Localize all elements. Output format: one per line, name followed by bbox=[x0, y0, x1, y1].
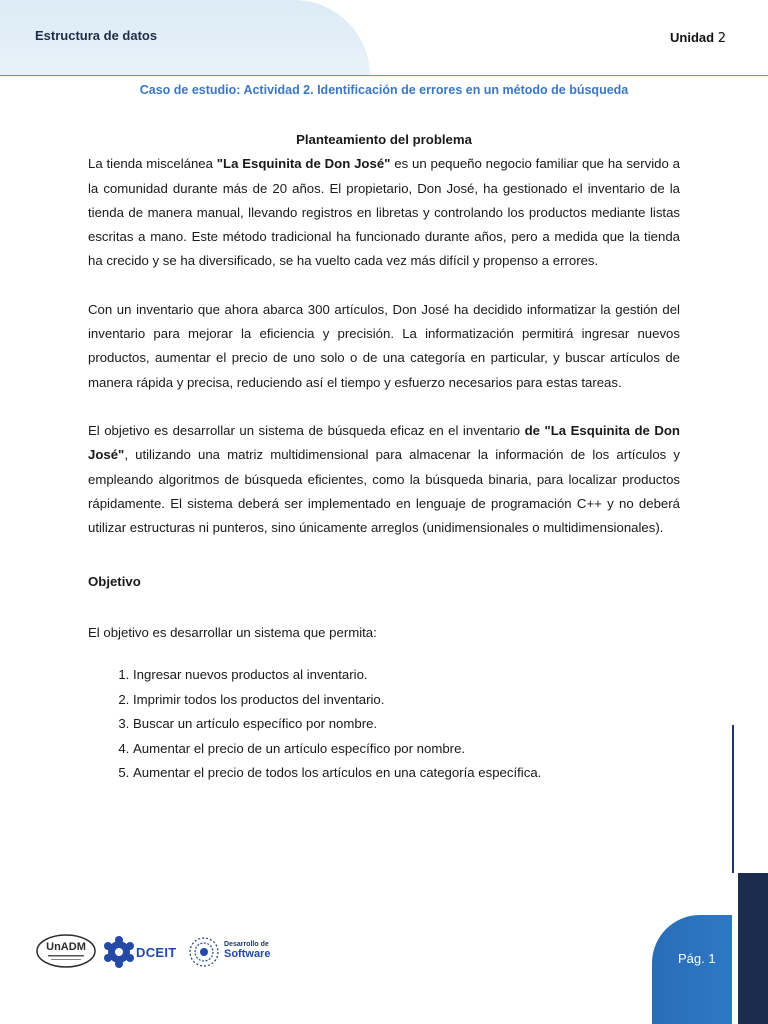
right-accent-block bbox=[738, 873, 768, 1024]
p3-text-a: El objetivo es desarrollar un sistema de búsqueda eficaz en el inventario bbox=[88, 422, 525, 438]
p1-store-name: "La Esquinita de Don José" bbox=[216, 156, 391, 172]
header-divider bbox=[0, 75, 768, 76]
page-header bbox=[0, 0, 768, 76]
dceit-logo-text: DCEIT bbox=[136, 945, 177, 960]
unit-number: 2 bbox=[717, 31, 726, 46]
objective-list bbox=[88, 663, 680, 786]
document-subtitle: Caso de estudio: Actividad 2. Identificación de errores en un método de búsqueda bbox=[139, 83, 629, 97]
p3-text-c: , utilizando una matriz multidimensional para almacenar la información de los artículos y empleando algoritmos de búsqueda eficientes, como la búsqueda binaria, para localizar productos rápidamente. El sistema deberá ser implementado en lenguaje de programación C++ y no deberá utilizar estructuras ni punteros, sino únicamente arreglos (unidimensionales o multidimensionales). bbox=[88, 447, 680, 536]
list-item: 5. Aumentar el precio de todos los artículos en una categoría específica. bbox=[133, 761, 680, 786]
list-item: 2. Imprimir todos los productos del inventario. bbox=[133, 688, 680, 713]
unadm-logo bbox=[36, 934, 96, 968]
software-dots-icon bbox=[186, 936, 222, 968]
unit-label: Unidad bbox=[670, 30, 715, 45]
spacer bbox=[88, 395, 680, 419]
paragraph-3 bbox=[88, 419, 680, 540]
p3-store-name: de "La Esquinita de Don José" bbox=[88, 422, 680, 463]
list-item: 3. Buscar un artículo específico por nombre. bbox=[133, 712, 680, 737]
document-body bbox=[88, 128, 680, 786]
spacer bbox=[88, 274, 680, 298]
page-number: Pág. 1 bbox=[678, 951, 716, 966]
section-title: Planteamiento del problema bbox=[296, 132, 472, 147]
list-item: 1. Ingresar nuevos productos al inventario. bbox=[133, 663, 680, 688]
software-logo-line1: Desarrollo de bbox=[224, 941, 269, 948]
right-accent-line bbox=[732, 725, 734, 873]
unadm-logo-text: UnADM bbox=[46, 941, 86, 953]
footer-logos bbox=[36, 932, 276, 972]
objective-intro: El objetivo es desarrollar un sistema que permita: bbox=[88, 624, 377, 640]
software-logo-line2: Software bbox=[224, 948, 271, 960]
objective-title: Objetivo bbox=[88, 574, 141, 590]
p1-text-a: La tienda miscelánea bbox=[88, 156, 217, 172]
unit-indicator bbox=[670, 30, 726, 46]
paragraph-2: Con un inventario que ahora abarca 300 artículos, Don José ha decidido informatizar la gestión del inventario para mejorar la eficiencia y precisión. La informatización permitirá ingresar nuevos productos, aumentar el precio de uno solo o de una categoría en particular, y buscar artículos de manera rápida y precisa, reduciendo así el tiempo y esfuerzo necesarios para estas tareas. bbox=[88, 301, 680, 390]
p1-text-c: es un pequeño negocio familiar que ha servido a la comunidad durante más de 20 años. El propietario, Don José, ha gestionado el inventario de la tienda de manera manual, llevando registros en libretas y controlando los productos mediante listas escritas a mano. Este método tradicional ha funcionado durante años, pero a medida que la tienda ha crecido y se ha diversificado, se ha vuelto cada vez más difícil y propenso a errores. bbox=[88, 156, 681, 269]
list-item: 4. Aumentar el precio de un artículo específico por nombre. bbox=[133, 737, 680, 762]
paragraph-1 bbox=[88, 152, 680, 273]
dceit-gear-icon bbox=[104, 935, 134, 969]
course-title: Estructura de datos bbox=[35, 28, 158, 43]
page-number-box bbox=[652, 915, 732, 1024]
